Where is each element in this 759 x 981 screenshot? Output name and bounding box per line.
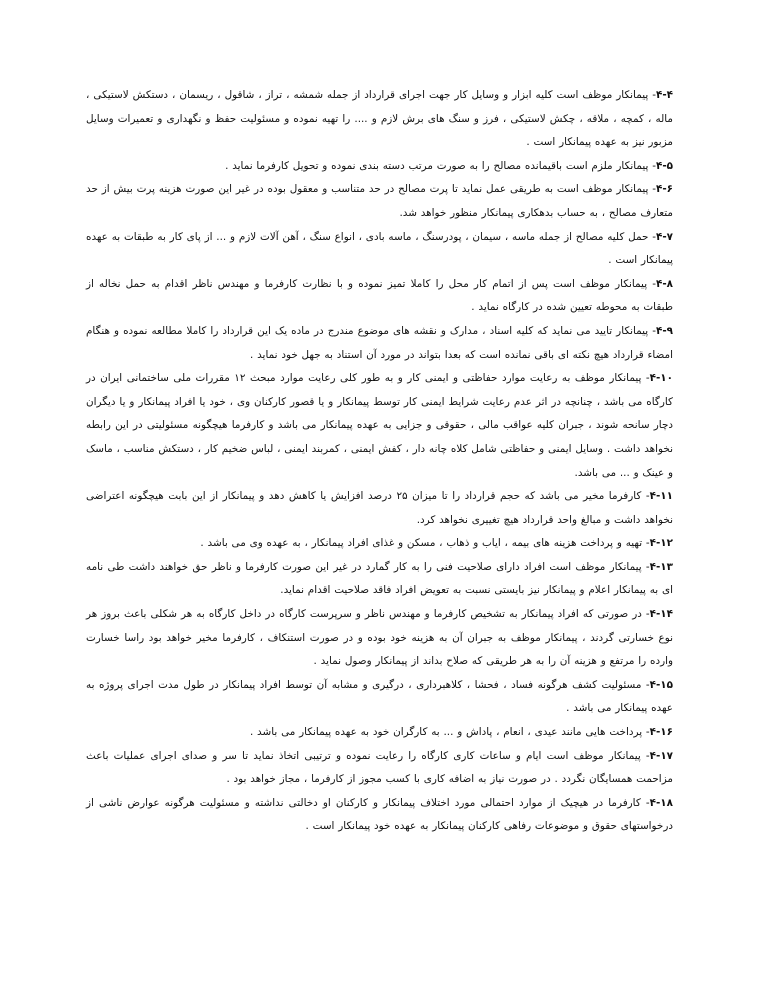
clause-4-15: ۴-۱۵- مسئولیت کشف هرگونه فساد ، فحشا ، کلاهبرداری ، درگیری و مشابه آن توسط افراد پیمانکار در طول مدت اجرای پروژه به عهده پیمانکار می باشد . xyxy=(86,678,673,715)
clause-number: ۴-۶ xyxy=(656,183,673,196)
clause-text: مسئولیت کشف هرگونه فساد ، فحشا ، کلاهبرداری ، درگیری و مشابه آن توسط افراد پیمانکار در طول مدت اجرای پروژه به عهده پیمانکار می باشد . xyxy=(86,678,673,715)
clause-4-16: ۴-۱۶- پرداخت هایی مانند عیدی ، انعام ، پاداش و ... به کارگران خود به عهده پیمانکار می باشد . xyxy=(249,726,673,739)
clause-4-12: ۴-۱۲- تهیه و پرداخت هزینه های بیمه ، ایاب و ذهاب ، مسکن و غذای افراد پیمانکار ، به عهده وی می باشد . xyxy=(200,537,673,550)
clause-text: پیمانکار موظف است پس از اتمام کار محل را کاملا تمیز نموده و با نظارت کارفرما و مهندس ناظر اقدام به حمل نخاله از طبقات به محوطه تعیین شده در کارگاه نماید . xyxy=(86,277,673,314)
clause-text: پیمانکار ملزم است باقیمانده مصالح را به صورت مرتب دسته بندی نموده و تحویل کارفرما نماید . xyxy=(225,159,649,172)
clause-number: ۴-۴ xyxy=(655,89,673,101)
clause-number: ۴-۱۵ xyxy=(649,678,673,691)
clause-text: کارفرما در هیچیک از موارد احتمالی مورد اختلاف پیمانکار و کارکنان او دخالتی نداشته و مسئولیت هرگونه عوارض ناشی از درخواستهای حقوق و موضوعات رفاهی کارکنان پیمانکار به عهده خود پیمانکار است . xyxy=(86,796,673,833)
clause-number: ۴-۱۱ xyxy=(649,490,673,503)
clause-4-6: ۴-۶- پیمانکار موظف است به طریقی عمل نماید تا پرت مصالح در حد متناسب و معقول بوده در غیر این صورت هزینه پرت بیش از حد متعارف مصالح ، به حساب بدهکاری پیمانکار منظور خواهد شد. xyxy=(86,183,673,219)
clause-number: ۴-۱۳ xyxy=(649,560,673,573)
clause-number: ۴-۷ xyxy=(656,230,673,243)
clause-text: پیمانکار موظف است ایام و ساعات کاری کارگاه را رعایت نموده و ترتیبی اتخاذ نماید تا سر و صدای اجرای عملیات باعث مزاحمت همسایگان نگردد . در صورت نیاز به اضافه کاری با کسب مجوز از کارفرما ، مجاز خواهد بود . xyxy=(86,749,673,786)
clause-number: ۴-۹ xyxy=(656,324,673,337)
clause-4-14: ۴-۱۴- در صورتی که افراد پیمانکار به تشخیص کارفرما و مهندس ناظر و سرپرست کارگاه در داخل کارگاه به هر شکلی باعث بروز هر نوع خسارتی گردند ، پیمانکار موظف به جبران آن به هزینه خود بوده و در صورت استنکاف ، کارفرما مخیر خواهد بود راسا خسارت وارده را مرتفع و هزینه آن را به هر طریقی که صلاح بداند از پیمانکار وصول نماید . xyxy=(86,608,673,668)
clause-text: در صورتی که افراد پیمانکار به تشخیص کارفرما و مهندس ناظر و سرپرست کارگاه در داخل کارگاه به هر شکلی باعث بروز هر نوع خسارتی گردند ، پیمانکار موظف به جبران آن به هزینه خود بوده و در صورت استنکاف ، کارفرما مخیر خواهد بود راسا خسارت وارده را مرتفع و هزینه آن را به هر طریقی که صلاح بداند از پیمانکار وصول نماید . xyxy=(86,608,673,668)
clause-4-4: ۴-۴- پیمانکار موظف است کلیه ابزار و وسایل کار جهت اجرای قرارداد از جمله شمشه ، تراز ، شاقول ، ریسمان ، دستکش لاستیکی ، ماله ، کمچه ، ملاقه ، چکش لاستیکی ، فرز و سنگ های برش لازم و .... را تهیه نموده و مسئولیت حفظ و نگهداری و تعمیرات وسایل مزبور نیز به عهده پیمانکار است . xyxy=(86,89,673,149)
clause-4-10: ۴-۱۰- پیمانکار موظف به رعایت موارد حفاظتی و ایمنی کار و به طور کلی رعایت موارد مبحث ۱۲ مقررات ملی ساختمانی ایران در کارگاه می باشد ، چنانچه در اثر عدم رعایت شرایط ایمنی کار توسط پیمانکار و یا قصور کارکنان وی ، خود یا افراد پیمانکار و یا دیگران دچار سانحه شوند ، جبران کلیه عواقب مالی ، حقوقی و جزایی به عهده پیمانکار می باشد و کارفرما هیچگونه مسئولیتی در این رابطه نخواهد داشت . وسایل ایمنی و حفاظتی شامل کلاه چانه دار ، کفش ایمنی ، کمربند ایمنی ، لباس ضخیم کار ، دستکش مناسب ، ماسک و عینک و ... می باشد. xyxy=(86,372,673,479)
clause-4-7: ۴-۷- حمل کلیه مصالح از جمله ماسه ، سیمان ، پودرسنگ ، ماسه بادی ، انواع سنگ ، آهن آلات لازم و ... از پای کار به طبقات به عهده پیمانکار است . xyxy=(86,230,673,267)
clause-text: پیمانکار تایید می نماید که کلیه اسناد ، مدارک و نقشه های موضوع مندرج در ماده یک این قرارداد را کاملا مطالعه نموده و هنگام امضاء قرارداد هیچ نکته ای باقی نمانده است که بعدا بتواند در مورد آن استناد به جهل خود نماید . xyxy=(86,324,673,361)
clause-4-18: ۴-۱۸- کارفرما در هیچیک از موارد احتمالی مورد اختلاف پیمانکار و کارکنان او دخالتی نداشته و مسئولیت هرگونه عوارض ناشی از درخواستهای حقوق و موضوعات رفاهی کارکنان پیمانکار به عهده خود پیمانکار است . xyxy=(86,796,673,833)
clause-4-8: ۴-۸- پیمانکار موظف است پس از اتمام کار محل را کاملا تمیز نموده و با نظارت کارفرما و مهندس ناظر اقدام به حمل نخاله از طبقات به محوطه تعیین شده در کارگاه نماید . xyxy=(86,277,673,314)
clause-text: پیمانکار موظف است کلیه ابزار و وسایل کار جهت اجرای قرارداد از جمله شمشه ، تراز ، شاقول ، ریسمان ، دستکش لاستیکی ، ماله ، کمچه ، ملاقه ، چکش لاستیکی ، فرز و سنگ های برش لازم و .... را تهیه نموده و مسئولیت حفظ و نگهداری و تعمیرات وسایل مزبور نیز به عهده پیمانکار است . xyxy=(86,89,673,149)
clause-number: ۴-۱۶ xyxy=(649,726,673,739)
clause-text: پیمانکار موظف به رعایت موارد حفاظتی و ایمنی کار و به طور کلی رعایت موارد مبحث ۱۲ مقررات ملی ساختمانی ایران در کارگاه می باشد ، چنانچه در اثر عدم رعایت شرایط ایمنی کار توسط پیمانکار و یا قصور کارکنان وی ، خود یا افراد پیمانکار و یا دیگران دچار سانحه شوند ، جبران کلیه عواقب مالی ، حقوقی و جزایی به عهده پیمانکار می باشد و کارفرما هیچگونه مسئولیتی در این رابطه نخواهد داشت . وسایل ایمنی و حفاظتی شامل کلاه چانه دار ، کفش ایمنی ، کمربند ایمنی ، لباس ضخیم کار ، دستکش مناسب ، ماسک و عینک و ... می باشد. xyxy=(86,372,673,479)
clause-text: کارفرما مخیر می باشد که حجم قرارداد را تا میزان ۲۵ درصد افزایش یا کاهش دهد و پیمانکار از این بابت هیچگونه اعتراضی نخواهد داشت و مبالغ واحد قرارداد هیچ تغییری نخواهد کرد. xyxy=(86,490,673,526)
clause-4-13: ۴-۱۳- پیمانکار موظف است افراد دارای صلاحیت فنی را به کار گمارد در غیر این صورت کارفرما و ناظر حق خواهند داشت طی نامه ای به پیمانکار اعلام و پیمانکار نیز بایستی نسبت به تعویض افراد فاقد صلاحیت اقدام نماید. xyxy=(86,560,673,597)
clause-number: ۴-۱۷ xyxy=(649,749,674,762)
clause-4-5: ۴-۵- پیمانکار ملزم است باقیمانده مصالح را به صورت مرتب دسته بندی نموده و تحویل کارفرما نماید . xyxy=(225,159,673,172)
clause-number: ۴-۸ xyxy=(655,277,673,290)
document-page xyxy=(86,84,673,839)
clause-number: ۴-۵ xyxy=(656,159,673,172)
clause-number: ۴-۱۰ xyxy=(649,372,673,385)
clause-text: پیمانکار موظف است افراد دارای صلاحیت فنی را به کار گمارد در غیر این صورت کارفرما و ناظر حق خواهند داشت طی نامه ای به پیمانکار اعلام و پیمانکار نیز بایستی نسبت به تعویض افراد فاقد صلاحیت اقدام نماید. xyxy=(86,560,673,597)
clause-text: تهیه و پرداخت هزینه های بیمه ، ایاب و ذهاب ، مسکن و غذای افراد پیمانکار ، به عهده وی می باشد . xyxy=(200,537,643,550)
clause-text: پرداخت هایی مانند عیدی ، انعام ، پاداش و ... به کارگران خود به عهده پیمانکار می باشد . xyxy=(249,726,643,739)
clause-4-17: ۴-۱۷- پیمانکار موظف است ایام و ساعات کاری کارگاه را رعایت نموده و ترتیبی اتخاذ نماید تا سر و صدای اجرای عملیات باعث مزاحمت همسایگان نگردد . در صورت نیاز به اضافه کاری با کسب مجوز از کارفرما ، مجاز خواهد بود . xyxy=(86,749,674,786)
clause-number: ۴-۱۸ xyxy=(649,796,673,809)
clause-4-11: ۴-۱۱- کارفرما مخیر می باشد که حجم قرارداد را تا میزان ۲۵ درصد افزایش یا کاهش دهد و پیمانکار از این بابت هیچگونه اعتراضی نخواهد داشت و مبالغ واحد قرارداد هیچ تغییری نخواهد کرد. xyxy=(86,490,673,526)
clause-text: پیمانکار موظف است به طریقی عمل نماید تا پرت مصالح در حد متناسب و معقول بوده در غیر این صورت هزینه پرت بیش از حد متعارف مصالح ، به حساب بدهکاری پیمانکار منظور خواهد شد. xyxy=(86,183,673,219)
clause-4-9: ۴-۹- پیمانکار تایید می نماید که کلیه اسناد ، مدارک و نقشه های موضوع مندرج در ماده یک این قرارداد را کاملا مطالعه نموده و هنگام امضاء قرارداد هیچ نکته ای باقی نمانده است که بعدا بتواند در مورد آن استناد به جهل خود نماید . xyxy=(86,324,673,361)
clause-number: ۴-۱۴ xyxy=(649,608,673,621)
clause-number: ۴-۱۲ xyxy=(649,537,673,550)
clause-text: حمل کلیه مصالح از جمله ماسه ، سیمان ، پودرسنگ ، ماسه بادی ، انواع سنگ ، آهن آلات لازم و ... از پای کار به طبقات به عهده پیمانکار است . xyxy=(86,230,673,267)
